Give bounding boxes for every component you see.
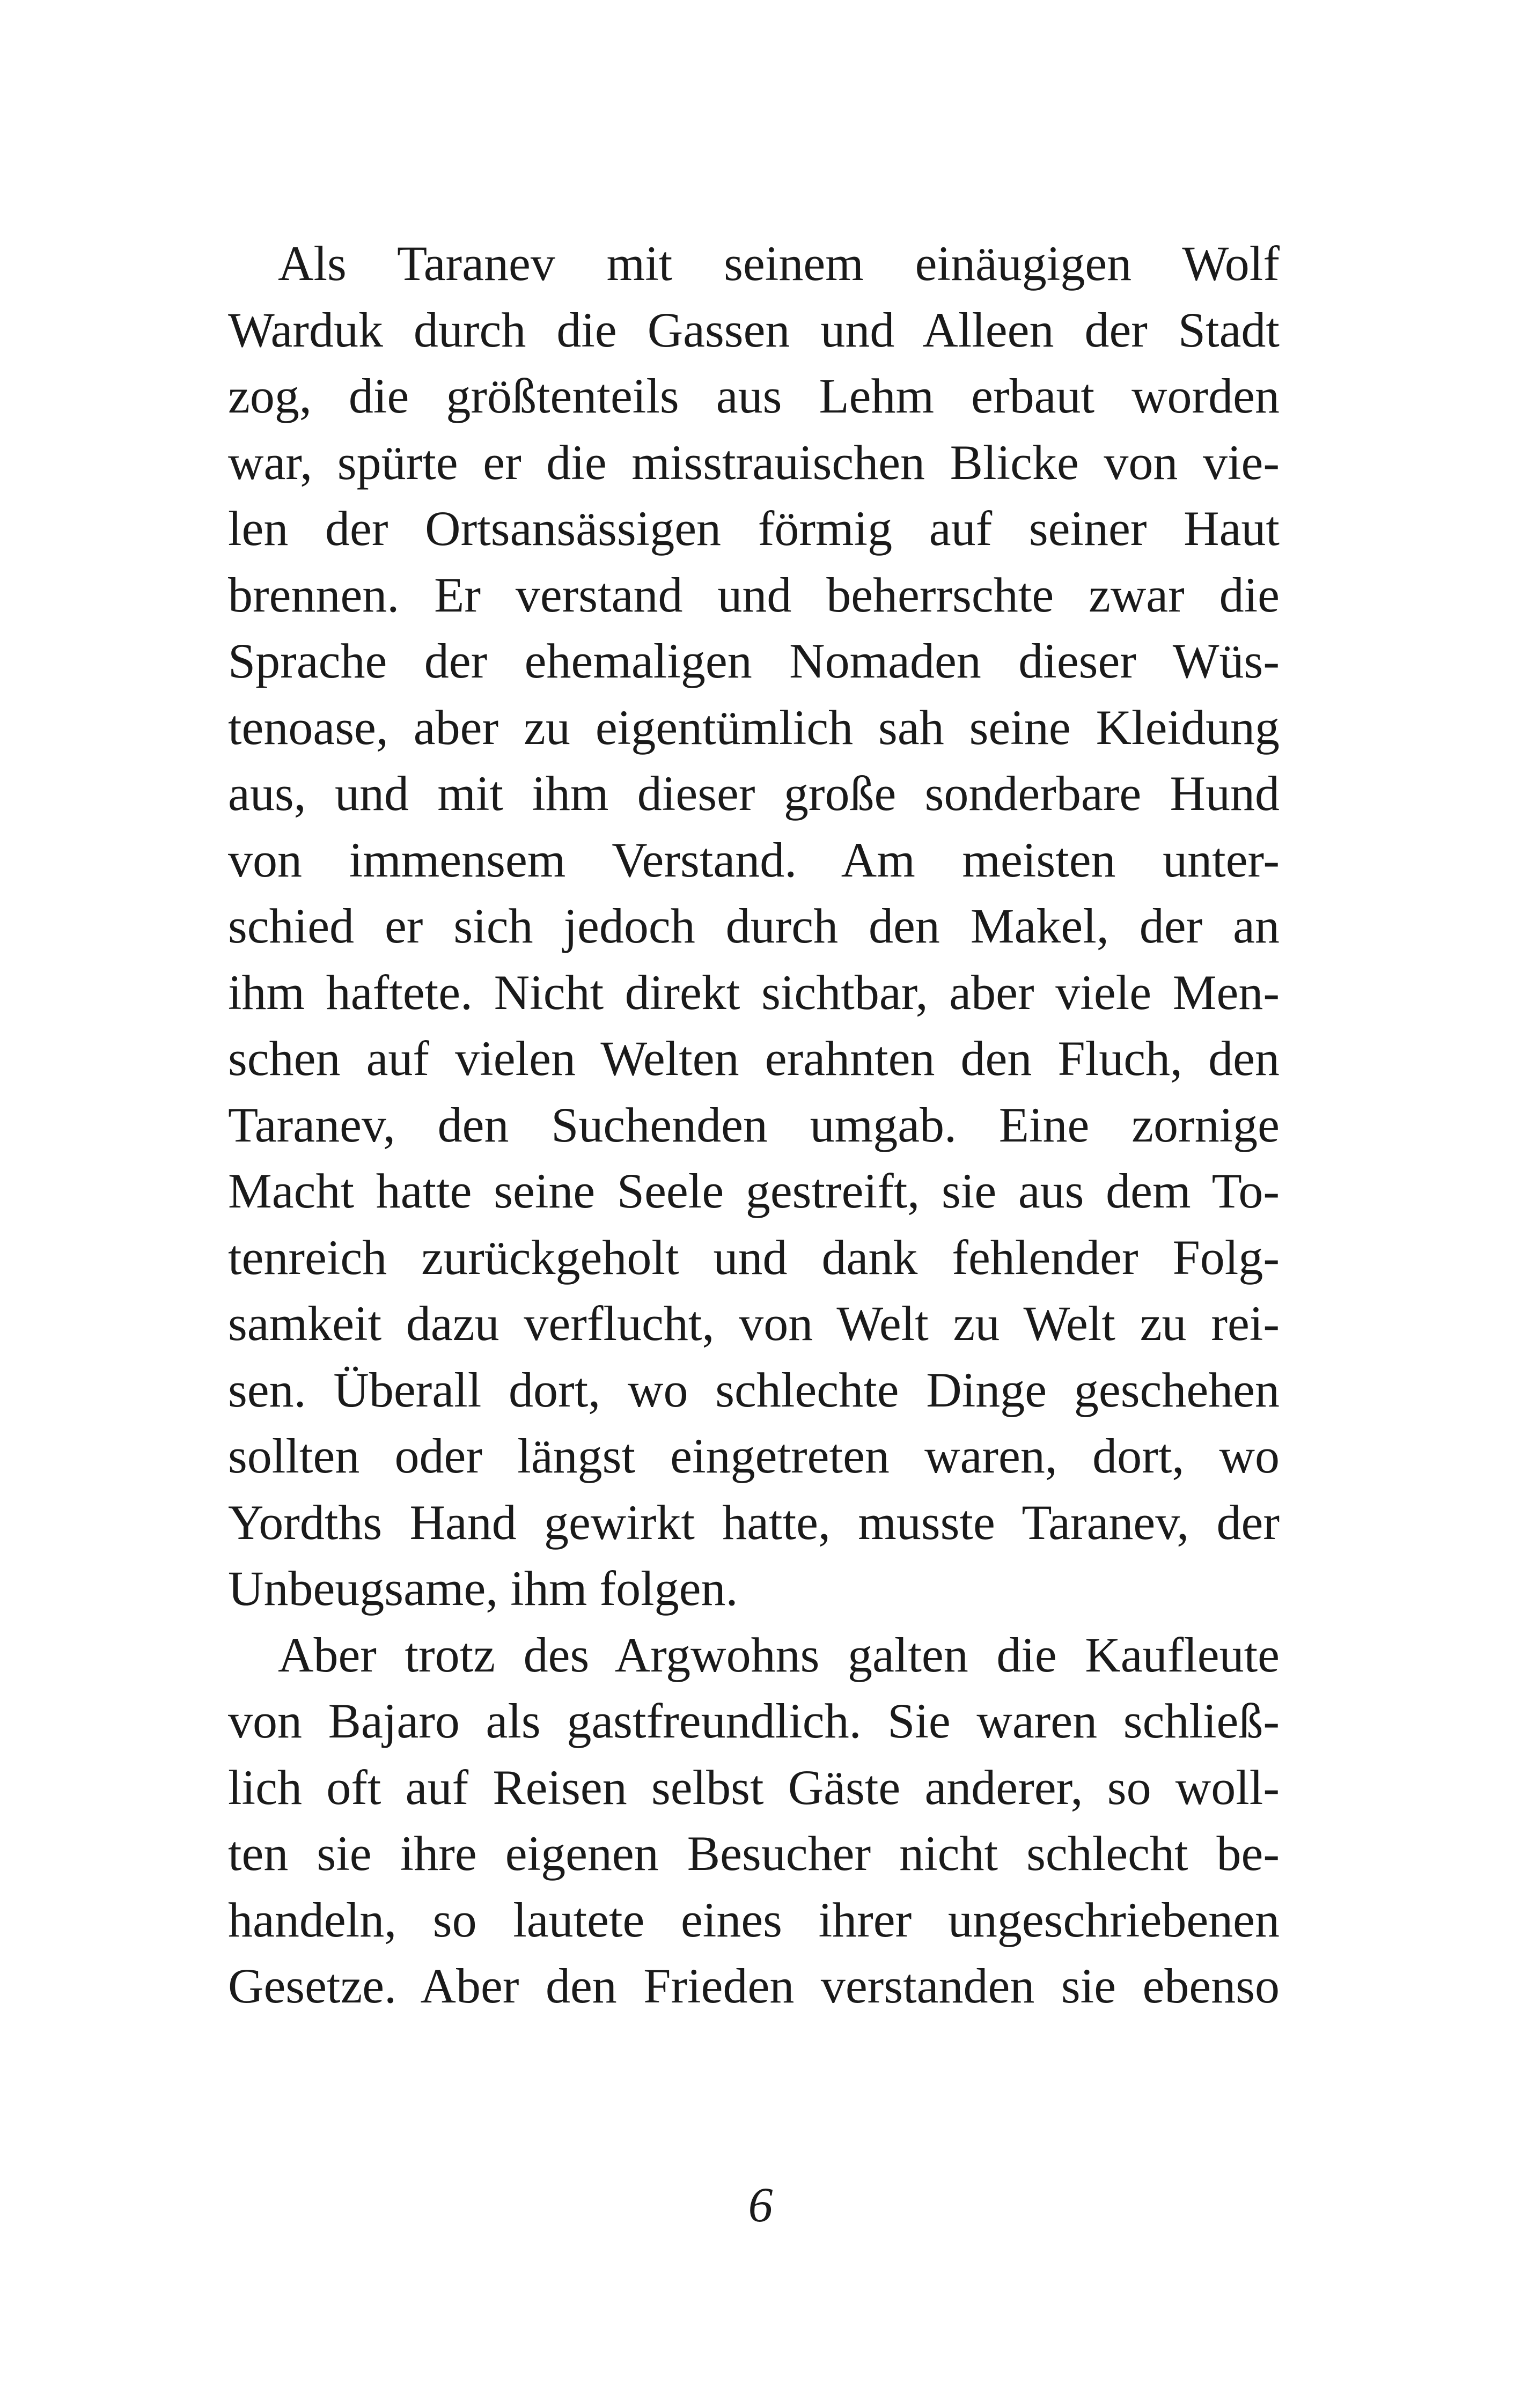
text-line: ihm haftete. Nicht direkt sichtbar, aber viele Men-: [228, 964, 1280, 1020]
text-line: handeln, so lautete eines ihrer ungeschriebenen: [228, 1892, 1280, 1947]
text-line: ten sie ihre eigenen Besucher nicht schlecht be-: [228, 1826, 1280, 1881]
text-line: Aber trotz des Argwohns galten die Kaufleute: [278, 1627, 1280, 1682]
text-line: tenoase, aber zu eigentümlich sah seine Kleidung: [228, 699, 1280, 755]
text-line: war, spürte er die misstrauischen Blicke von vie-: [228, 435, 1280, 490]
text-line: brennen. Er verstand und beherrschte zwar die: [228, 567, 1280, 622]
text-line: aus, und mit ihm dieser große sonderbare Hund: [228, 766, 1280, 821]
page-number: 6: [748, 2177, 773, 2232]
text-line: samkeit dazu verflucht, von Welt zu Welt zu rei-: [228, 1296, 1280, 1351]
text-line: Taranev, den Suchenden umgab. Eine zornige: [228, 1097, 1280, 1152]
text-line: Yordths Hand gewirkt hatte, musste Taranev, der: [228, 1494, 1280, 1550]
body-text: [228, 231, 1280, 2020]
text-line: lich oft auf Reisen selbst Gäste anderer, so woll-: [228, 1759, 1280, 1815]
text-line: Sprache der ehemaligen Nomaden dieser Wüs-: [228, 634, 1280, 688]
text-line: von immensem Verstand. Am meisten unter-: [228, 832, 1280, 887]
text-line: sen. Überall dort, wo schlechte Dinge geschehen: [228, 1362, 1280, 1417]
text-line: zog, die größtenteils aus Lehm erbaut worden: [228, 369, 1280, 423]
paragraph-2: [228, 1622, 1280, 2020]
text-line: sollten oder längst eingetreten waren, dort, wo: [228, 1428, 1280, 1483]
text-line: tenreich zurückgeholt und dank fehlender Folg-: [228, 1229, 1280, 1285]
text-line: len der Ortsansässigen förmig auf seiner Haut: [228, 501, 1280, 556]
text-line: Warduk durch die Gassen und Alleen der Stadt: [228, 302, 1280, 357]
text-line: von Bajaro als gastfreundlich. Sie waren schließ-: [228, 1693, 1280, 1748]
text-line: Macht hatte seine Seele gestreift, sie aus dem To-: [228, 1164, 1280, 1218]
paragraph-1: [228, 231, 1280, 1622]
text-line: schied er sich jedoch durch den Makel, der an: [228, 899, 1280, 953]
text-line: Unbeugsame, ihm folgen.: [228, 1561, 738, 1616]
text-line: schen auf vielen Welten erahnten den Fluch, den: [228, 1031, 1280, 1086]
text-line: Gesetze. Aber den Frieden verstanden sie ebenso: [228, 1958, 1280, 2013]
text-line: Als Taranev mit seinem einäugigen Wolf: [278, 236, 1280, 291]
